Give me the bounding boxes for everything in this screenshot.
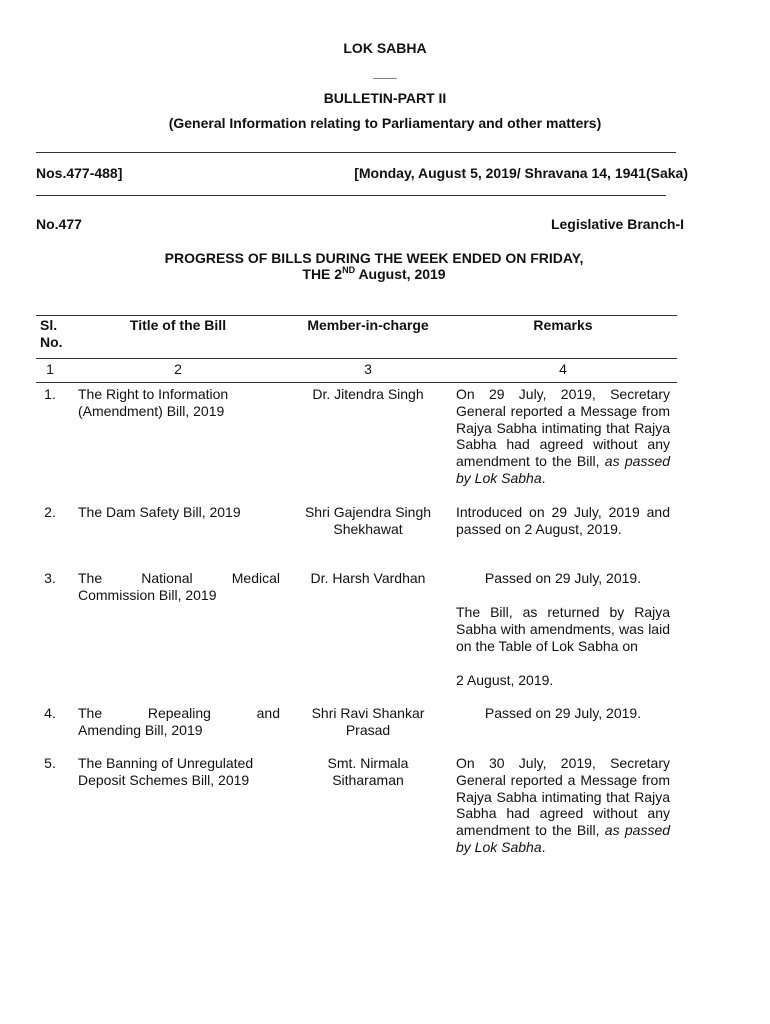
column-number: 2 — [174, 361, 182, 377]
row-title-cont: Commission Bill, 2019 — [78, 587, 217, 603]
row-title-cont: Amending Bill, 2019 — [78, 722, 203, 738]
column-number: 4 — [559, 361, 567, 377]
house-title: LOK SABHA — [343, 40, 427, 56]
header-divider-bottom — [36, 195, 666, 196]
header-member: Member-in-charge — [307, 317, 429, 333]
row-remarks: Passed on 29 July, 2019. — [484, 705, 642, 721]
section-heading: PROGRESS OF BILLS DURING THE WEEK ENDED ON FRIDAY, — [164, 250, 584, 266]
row-remarks: On 29 July, 2019, Secretary General reported a Message from Rajya Sabha intimating that Rajya Sabha had agreed without any amendment to the Bill, as passed by Lok Sabha. — [456, 386, 671, 486]
row-sl: 5. — [44, 755, 56, 771]
header-bottom-rule — [36, 358, 677, 359]
column-number: 1 — [46, 361, 54, 377]
bulletin-date: [Monday, August 5, 2019/ Shravana 14, 1941(Saka) — [354, 165, 688, 181]
row-remarks: Passed on 29 July, 2019. — [484, 570, 642, 586]
row-remarks-note: The Bill, as returned by Rajya Sabha with amendments, was laid on the Table of Lok Sabha on — [456, 604, 670, 654]
title-separator: ___ — [373, 64, 397, 80]
bulletin-subtitle: (General Information relating to Parliamentary and other matters) — [168, 115, 602, 131]
row-member: Dr. Harsh Vardhan — [310, 570, 426, 586]
row-member: Smt. Nirmala Sitharaman — [327, 755, 409, 788]
row-title: The Banning of Unregulated Deposit Schemes Bill, 2019 — [78, 755, 254, 788]
row-remarks: On 30 July, 2019, Secretary General reported a Message from Rajya Sabha intimating that Rajya Sabha had agreed without any amendment to the Bill, as passed by Lok Sabha. — [456, 755, 671, 855]
bulletin-numbers: Nos.477-488] — [36, 165, 123, 181]
row-sl: 1. — [44, 386, 56, 402]
row-remarks: Introduced on 29 July, 2019 and passed on 2 August, 2019. — [456, 504, 670, 537]
bulletin-title: BULLETIN-PART II — [323, 90, 447, 106]
header-remarks: Remarks — [533, 317, 593, 333]
table-top-rule — [36, 315, 677, 316]
row-sl: 3. — [44, 570, 56, 586]
row-member: Shri Gajendra Singh Shekhawat — [304, 504, 432, 537]
row-title: The Right to Information (Amendment) Bill, 2019 — [78, 386, 229, 419]
row-title: The Repealing and — [78, 705, 280, 721]
row-member: Dr. Jitendra Singh — [312, 386, 424, 402]
header-title: Title of the Bill — [129, 317, 227, 333]
column-number-rule — [36, 382, 677, 383]
row-sl: 4. — [44, 705, 56, 721]
row-member: Shri Ravi Shankar Prasad — [311, 705, 425, 738]
row-remarks-note-date: 2 August, 2019. — [456, 672, 554, 688]
header-sl-no: Sl. No. — [40, 317, 63, 350]
item-number: No.477 — [36, 216, 82, 232]
column-number: 3 — [364, 361, 372, 377]
row-title: The Dam Safety Bill, 2019 — [78, 504, 241, 520]
header-divider-top — [36, 152, 676, 153]
branch-name: Legislative Branch-I — [550, 216, 684, 232]
section-heading-date: THE 2ND August, 2019 — [302, 265, 446, 282]
row-title: The National Medical — [78, 570, 280, 586]
row-sl: 2. — [44, 504, 56, 520]
